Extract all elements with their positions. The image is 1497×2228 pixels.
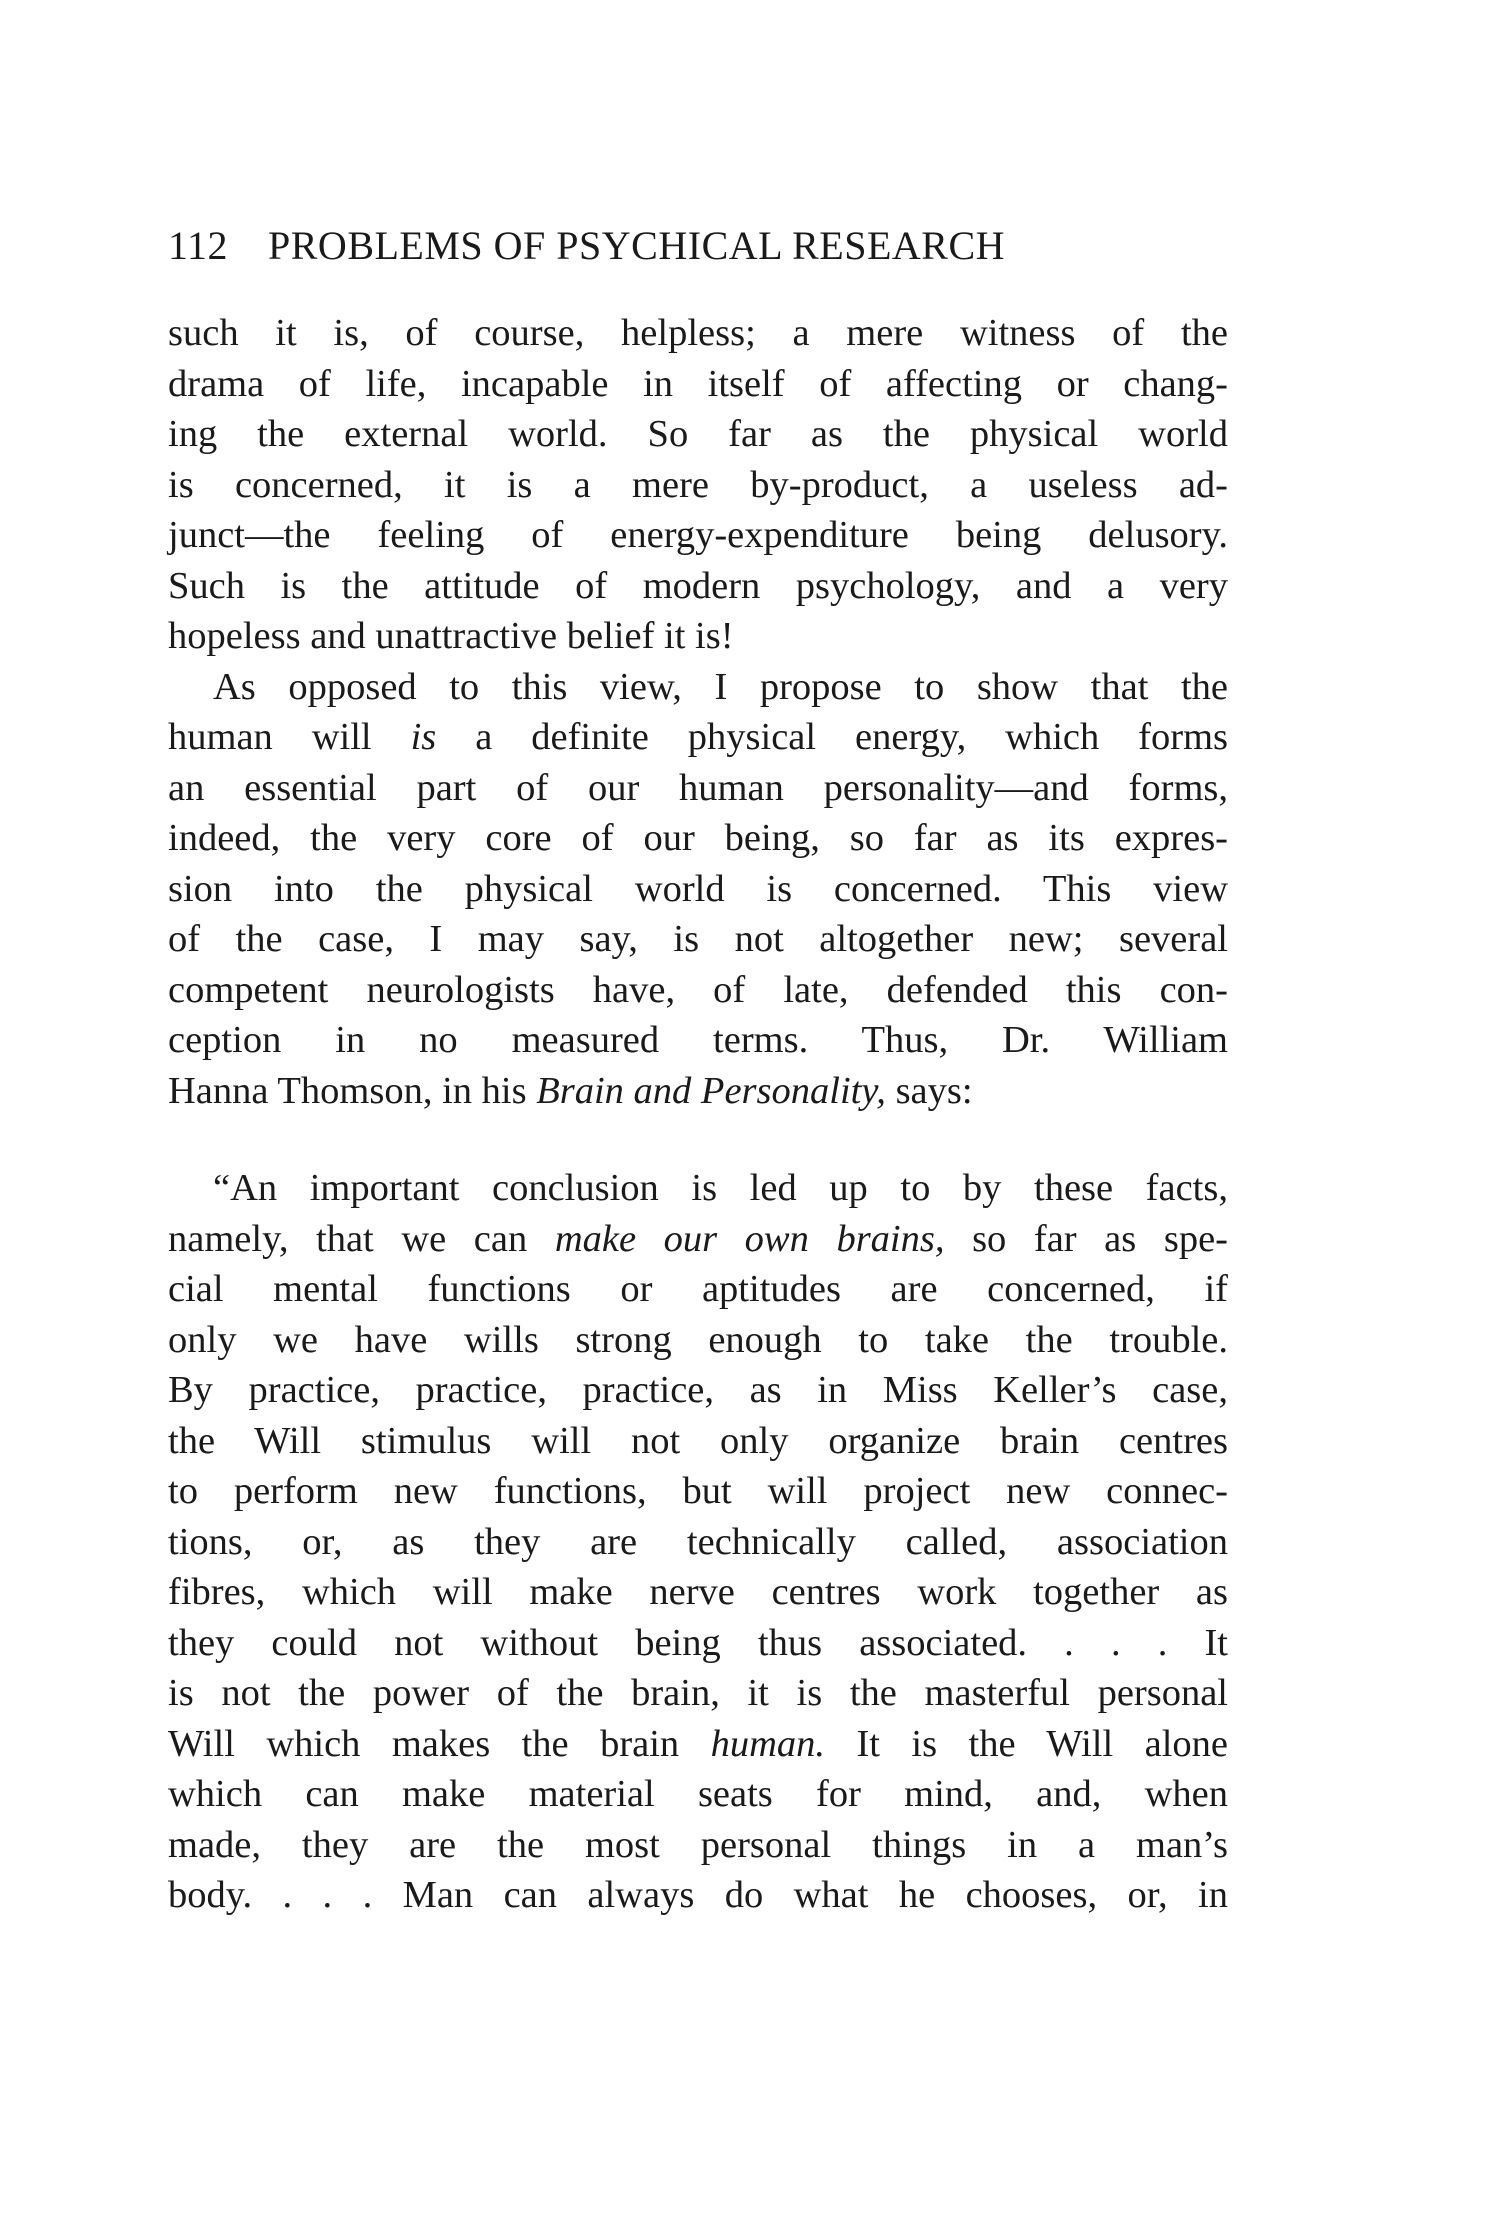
text-line [168, 460, 1228, 511]
text-line [168, 359, 1228, 410]
text-line [168, 1163, 1228, 1214]
text-line [168, 1618, 1228, 1669]
text-run: to perform new functions, but will project new connec- [168, 1470, 1228, 1512]
italic-run: make our own brains, [554, 1217, 945, 1260]
text-line [168, 813, 1228, 864]
text-run: body. . . . Man can always do what he chooses, or, in [168, 1874, 1228, 1916]
text-line [168, 1820, 1228, 1871]
text-line [168, 1416, 1228, 1467]
text-run: competent neurologists have, of late, defended this con- [168, 968, 1228, 1011]
text-run: hopeless and unattractive belief it is! [168, 615, 734, 657]
text-run: only we have wills strong enough to take the trouble. [168, 1318, 1228, 1361]
text-line [168, 1668, 1228, 1719]
running-head [168, 216, 1228, 276]
text-line [168, 864, 1228, 915]
text-line [168, 1214, 1228, 1265]
text-run: is not the power of the brain, it is the masterful personal [168, 1672, 1228, 1714]
italic-run: human. [710, 1722, 826, 1765]
text-run: Hanna Thomson, in his [168, 1069, 537, 1112]
text-run: As opposed to this view, I propose to show that the [213, 665, 1228, 708]
text-line [168, 1365, 1228, 1416]
text-run: so far as spe- [944, 1217, 1228, 1260]
text-line [168, 1870, 1228, 1921]
text-line [168, 763, 1228, 814]
text-run: “An important conclusion is led up to by these facts, [213, 1167, 1228, 1209]
text-line [168, 409, 1228, 460]
text-run: they could not without being thus associated. . . . It [168, 1621, 1228, 1664]
text-run: human will [168, 716, 411, 758]
text-run: junct—the feeling of energy-expenditure being delusory. [168, 514, 1228, 556]
text-line [168, 1517, 1228, 1568]
page-number: 112 [168, 223, 229, 268]
text-run: which can make material seats for mind, and, when [168, 1773, 1228, 1815]
text-run: namely, that we can [168, 1217, 555, 1260]
text-line [168, 1466, 1228, 1517]
text-run: made, they are the most personal things in a man’s [168, 1823, 1228, 1866]
text-line [168, 308, 1228, 359]
text-line [168, 1719, 1228, 1770]
running-title: PROBLEMS OF PSYCHICAL RESEARCH [268, 223, 1006, 268]
text-run: cial mental functions or aptitudes are concerned, if [168, 1268, 1228, 1310]
text-run: says: [885, 1069, 973, 1112]
text-run: ing the external world. So far as the physical world [168, 413, 1228, 455]
text-run: of the case, I may say, is not altogether new; several [168, 918, 1228, 960]
text-run: ception in no measured terms. Thus, Dr. William [168, 1019, 1228, 1061]
text-line [168, 561, 1228, 612]
text-line [168, 611, 1228, 662]
text-run: is concerned, it is a mere by-product, a useless ad- [168, 463, 1228, 506]
text-run: By practice, practice, practice, as in Miss Keller’s case, [168, 1369, 1228, 1411]
text-run: an essential part of our human personality—and forms, [168, 766, 1228, 809]
text-line [168, 1264, 1228, 1315]
text-line [168, 1315, 1228, 1366]
body-text [168, 308, 1228, 1116]
text-run: the Will stimulus will not only organize brain centres [168, 1419, 1228, 1462]
text-run: a definite physical energy, which forms [436, 716, 1228, 758]
text-run: It is the Will alone [825, 1722, 1228, 1765]
text-line [168, 965, 1228, 1016]
text-run: such it is, of course, helpless; a mere witness of the [168, 312, 1228, 354]
block-quote [168, 1163, 1228, 1921]
text-line [168, 914, 1228, 965]
text-line [168, 510, 1228, 561]
text-run: Will which makes the brain [168, 1722, 711, 1765]
text-run: tions, or, as they are technically called, association [168, 1520, 1228, 1563]
text-run: drama of life, incapable in itself of affecting or chang- [168, 362, 1228, 405]
text-line [168, 1567, 1228, 1618]
italic-run: is [410, 716, 437, 758]
text-run: sion into the physical world is concerned. This view [168, 867, 1228, 910]
text-line [168, 1769, 1228, 1820]
text-run: fibres, which will make nerve centres work together as [168, 1571, 1228, 1613]
italic-run: Brain and Personality, [536, 1069, 886, 1112]
text-line [168, 712, 1228, 763]
text-line [168, 662, 1228, 713]
text-run: indeed, the very core of our being, so far as its expres- [168, 817, 1228, 859]
text-run: Such is the attitude of modern psychology, and a very [168, 564, 1228, 607]
text-line [168, 1066, 1228, 1117]
text-line [168, 1015, 1228, 1066]
